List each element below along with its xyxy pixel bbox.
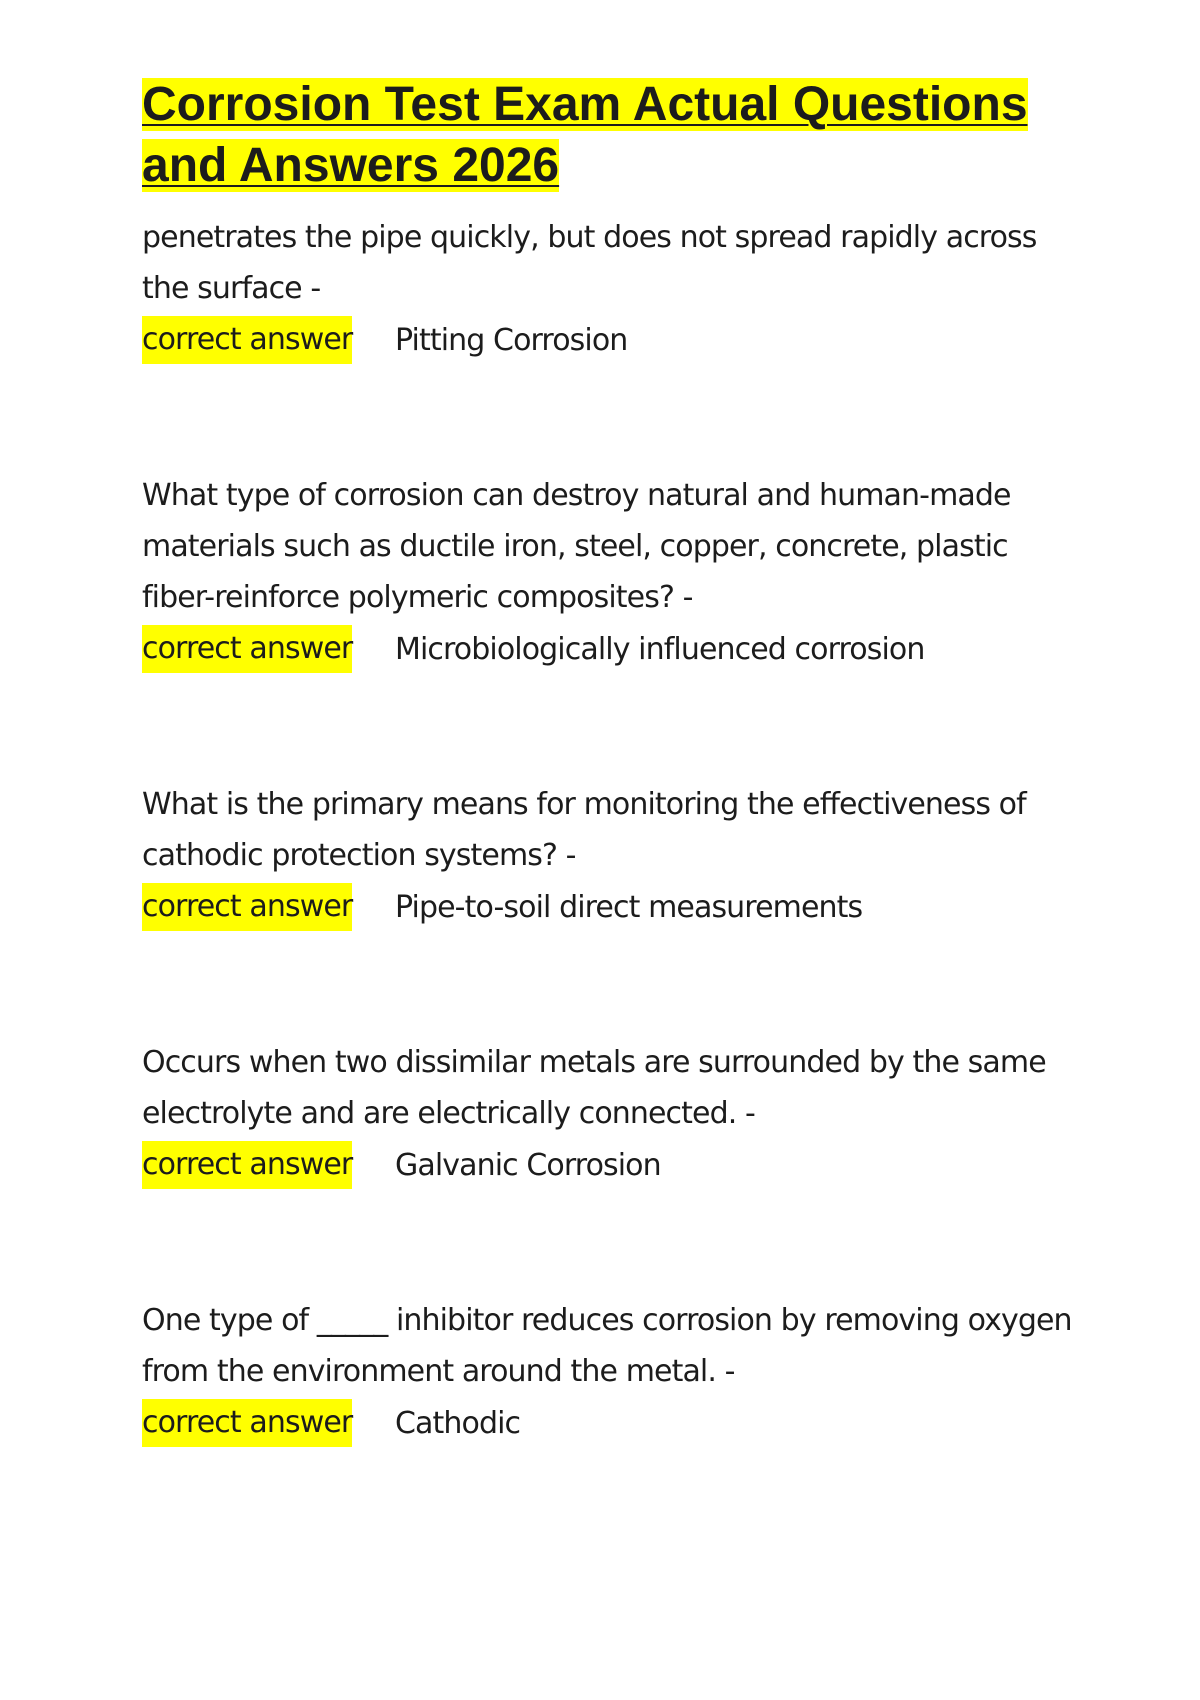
title-line-2: and Answers 2026 (142, 139, 560, 192)
answer-text: Microbiologically influenced corrosion (395, 631, 925, 667)
answer-row (142, 623, 1072, 675)
answer-text: Pitting Corrosion (395, 322, 628, 358)
correct-answer-tag: correct answer (142, 883, 352, 931)
document-page (142, 74, 1072, 1449)
qa-item (142, 1037, 1072, 1191)
question-text: One type of _____ inhibitor reduces corrosion by removing oxygen from the environment around the metal. - (142, 1303, 1072, 1389)
correct-answer-tag: correct answer (142, 1141, 352, 1189)
correct-answer-tag: correct answer (142, 1399, 352, 1447)
answer-row (142, 881, 1072, 933)
answer-text: Galvanic Corrosion (395, 1147, 661, 1183)
answer-text: Pipe-to-soil direct measurements (395, 889, 863, 925)
qa-item (142, 779, 1072, 933)
qa-item (142, 1295, 1072, 1449)
qa-item (142, 212, 1072, 366)
answer-row (142, 1397, 1072, 1449)
correct-answer-tag: correct answer (142, 625, 352, 673)
question-text: What is the primary means for monitoring the effectiveness of cathodic protection systems? - (142, 787, 1026, 873)
page-title (142, 74, 1072, 196)
answer-row (142, 1139, 1072, 1191)
title-line-1: Corrosion Test Exam Actual Questions (142, 78, 1028, 131)
answer-row (142, 314, 1072, 366)
correct-answer-tag: correct answer (142, 316, 352, 364)
question-text: What type of corrosion can destroy natural and human-made materials such as ductile iron, steel, copper, concrete, plastic fiber-reinforce polymeric composites? - (142, 478, 1011, 615)
question-text: Occurs when two dissimilar metals are surrounded by the same electrolyte and are electrically connected. - (142, 1045, 1046, 1131)
answer-text: Cathodic (395, 1405, 521, 1441)
question-text: penetrates the pipe quickly, but does not spread rapidly across the surface - (142, 220, 1037, 306)
qa-item (142, 470, 1072, 675)
